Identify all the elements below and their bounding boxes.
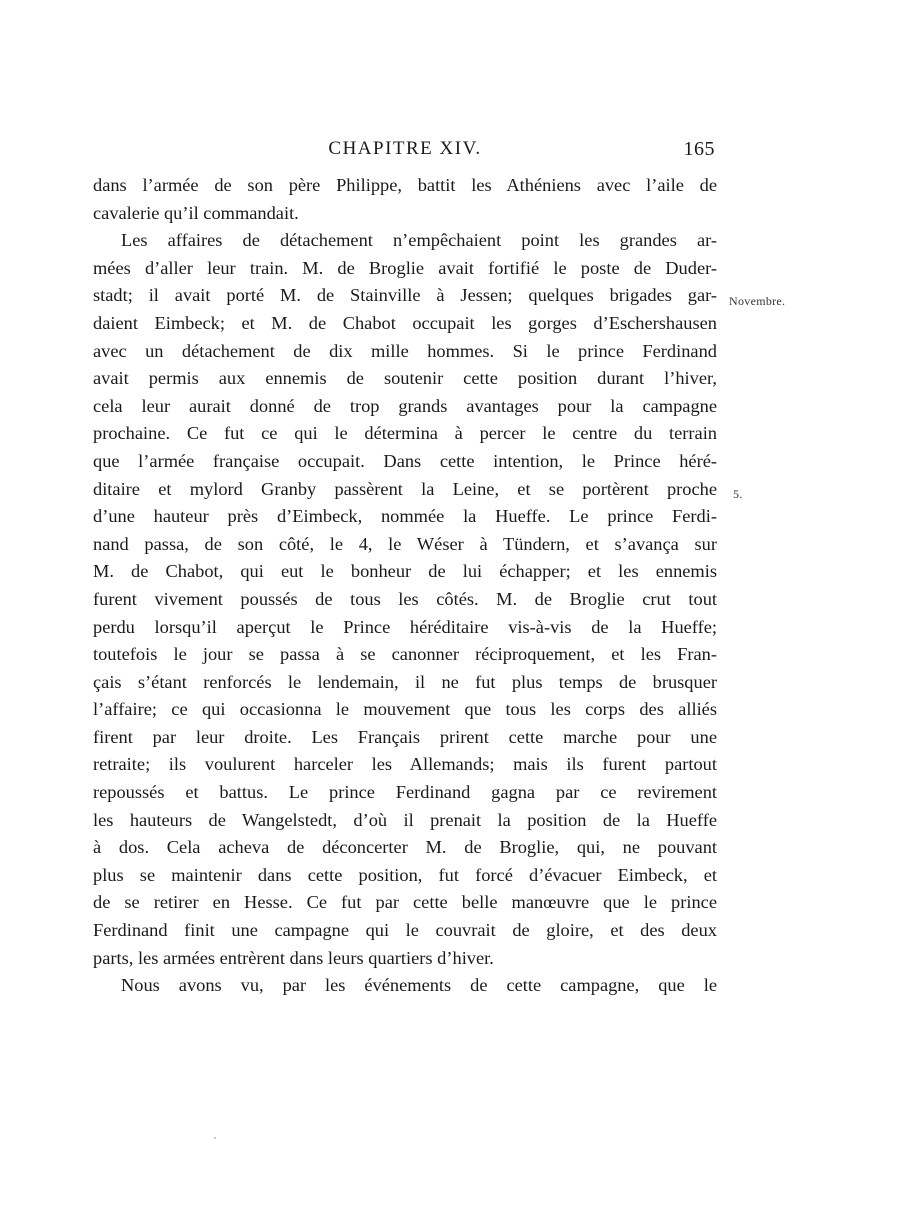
text-line: daient Eimbeck; et M. de Chabot occupait les gorges d’Eschershausen [93,312,717,333]
text-line: avait permis aux ennemis de soutenir cette position durant l’hiver, [93,368,717,389]
text-line: les hauteurs de Wangelstedt, d’où il prenait la position de la Hueffe [93,809,717,830]
text-line: çais s’étant renforcés le lendemain, il ne fut plus temps de brusquer [93,671,717,692]
text-line: prochaine. Ce fut ce qui le détermina à percer le centre du terrain [93,423,717,444]
running-head [93,138,717,164]
text-line: furent vivement poussés de tous les côtés. M. de Broglie crut tout [93,588,717,609]
page-number: 165 [683,138,715,160]
text-line: à dos. Cela acheva de déconcerter M. de Broglie, qui, ne pouvant [93,837,717,858]
margin-note-day: 5. [733,487,743,501]
text-line: firent par leur droite. Les Français prirent cette marche pour une [93,726,717,747]
text-line: cavalerie qu’il commandait. [93,202,299,223]
paragraph-first-line: Nous avons vu, par les événements de cette campagne, que le [121,975,717,996]
text-line: nand passa, de son côté, le 4, le Wéser à Tündern, et s’avança sur [93,533,717,554]
body-text [93,172,717,1000]
text-line: Ferdinand finit une campagne qui le couvrait de gloire, et des deux [93,920,717,941]
text-line: avec un détachement de dix mille hommes. Si le prince Ferdinand [93,340,717,361]
text-line: stadt; il avait porté M. de Stainville à Jessen; quelques brigades gar- [93,285,717,306]
text-line: repoussés et battus. Le prince Ferdinand gagna par ce revirement [93,782,717,803]
text-line: plus se maintenir dans cette position, fut forcé d’évacuer Eimbeck, et [93,864,717,885]
paper-speck [214,1137,216,1139]
text-line: dans l’armée de son père Philippe, battit les Athéniens avec l’aile de [93,175,717,195]
text-line: toutefois le jour se passa à se canonner réciproquement, et les Fran- [93,644,717,665]
text-line: retraite; ils voulurent harceler les Allemands; mais ils furent partout [93,754,717,775]
text-line: de se retirer en Hesse. Ce fut par cette belle manœuvre que le prince [93,892,717,913]
text-line: d’une hauteur près d’Eimbeck, nommée la Hueffe. Le prince Ferdi- [93,506,717,527]
text-line: parts, les armées entrèrent dans leurs quartiers d’hiver. [93,947,494,968]
text-line: ditaire et mylord Granby passèrent la Leine, et se portèrent proche [93,478,717,499]
chapter-title: CHAPITRE XIV. [328,138,482,159]
margin-note-month: Novembre. [729,294,786,308]
text-line: cela leur aurait donné de trop grands avantages pour la campagne [93,395,717,416]
paragraph-first-line: Les affaires de détachement n’empêchaient point les grandes ar- [121,230,717,251]
text-line: que l’armée française occupait. Dans cette intention, le Prince héré- [93,450,717,471]
text-line: mées d’aller leur train. M. de Broglie avait fortifié le poste de Duder- [93,257,717,278]
text-line: l’affaire; ce qui occasionna le mouvement que tous les corps des alliés [93,699,717,720]
text-line: perdu lorsqu’il aperçut le Prince héréditaire vis-à-vis de la Hueffe; [93,616,717,637]
text-line: M. de Chabot, qui eut le bonheur de lui échapper; et les ennemis [93,561,717,582]
